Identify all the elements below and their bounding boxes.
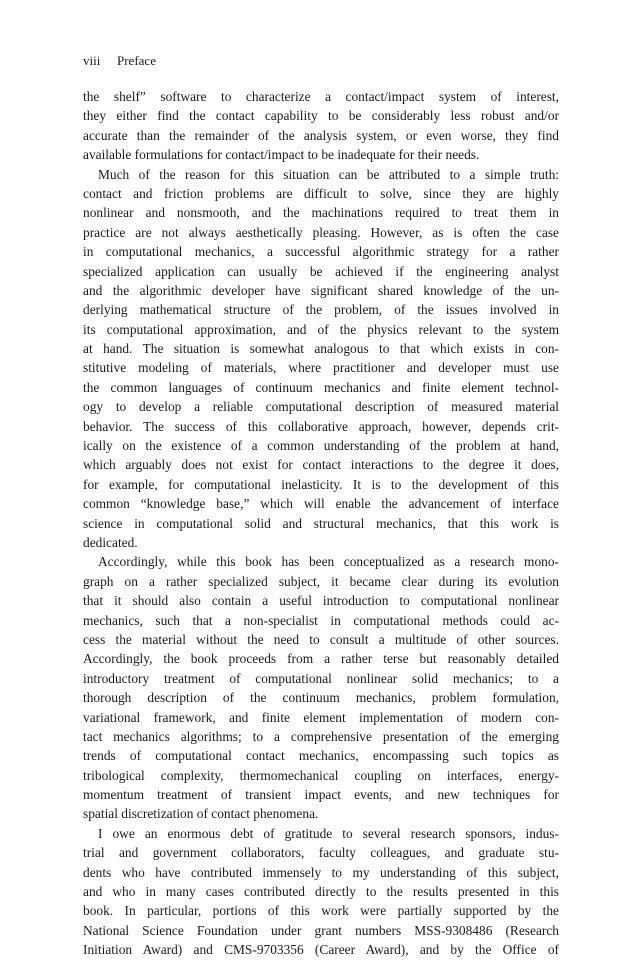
text-line: its computational approximation, and of the physics relevant to the system	[83, 321, 559, 337]
text-line: ogy to develop a reliable computational description of measured material	[83, 399, 559, 415]
text-line: dents who have contributed immensely to my understanding of this subject,	[83, 864, 559, 880]
text-line: mechanics, such that a non-specialist in computational methods could ac-	[83, 612, 559, 628]
text-line: tribological complexity, thermomechanical coupling on interfaces, energy-	[83, 767, 559, 783]
text-line: Initiation Award) and CMS-9703356 (Career Award), and by the Office of	[83, 942, 559, 958]
text-line: and the algorithmic developer have significant shared knowledge of the un-	[83, 282, 559, 298]
text-line: trends of computational contact mechanics, encompassing such topics as	[83, 748, 559, 764]
text-line: Much of the reason for this situation can be attributed to a simple truth:	[98, 166, 559, 182]
text-line: I owe an enormous debt of gratitude to several research sponsors, indus-	[98, 825, 559, 841]
text-line: specialized application can usually be achieved if the engineering analyst	[83, 263, 559, 279]
text-line: for example, for computational inelasticity. It is to the development of this	[83, 476, 559, 492]
text-line: which arguably does not exist for contact interactions to the degree it does,	[83, 457, 559, 473]
running-head	[83, 53, 156, 69]
text-line: graph on a rather specialized subject, it became clear during its evolution	[83, 573, 559, 589]
text-line: nonlinear and nonsmooth, and the machinations required to treat them in	[83, 205, 559, 221]
text-line: and who in many cases contributed directly to the results presented in this	[83, 884, 559, 900]
text-line: cess the material without the need to consult a multitude of other sources.	[83, 631, 559, 647]
text-line: spatial discretization of contact phenomena.	[83, 806, 319, 822]
text-line: tact mechanics algorithms; to a comprehensive presentation of the emerging	[83, 728, 559, 744]
text-line: momentum treatment of transient impact events, and new techniques for	[83, 787, 559, 803]
text-line: accurate than the remainder of the analysis system, or even worse, they find	[83, 127, 559, 143]
section-title: Preface	[117, 53, 156, 68]
text-line: thorough description of the continuum mechanics, problem formulation,	[83, 690, 559, 706]
text-line: contact and friction problems are difficult to solve, since they are highly	[83, 185, 559, 201]
text-line: the shelf” software to characterize a contact/impact system of interest,	[83, 89, 559, 104]
text-line: derlying mathematical structure of the problem, of the issues involved in	[83, 302, 559, 318]
text-line: they either find the contact capability to be considerably less robust and/or	[83, 108, 559, 124]
text-line: variational framework, and finite element implementation of modern con-	[83, 709, 559, 725]
text-line: science in computational solid and structural mechanics, that this work is	[83, 515, 559, 531]
text-line: Accordingly, the book proceeds from a rather terse but reasonably detailed	[83, 651, 559, 667]
text-line: Accordingly, while this book has been conceptualized as a research mono-	[98, 554, 559, 570]
text-line: introductory treatment of computational nonlinear solid mechanics; to a	[83, 670, 559, 686]
text-line: the common languages of continuum mechanics and finite element technol-	[83, 379, 559, 395]
text-line: behavior. The success of this collaborative approach, however, depends crit-	[83, 418, 559, 434]
text-line: in computational mechanics, a successful algorithmic strategy for a rather	[83, 244, 559, 260]
text-line: that it should also contain a useful introduction to computational nonlinear	[83, 593, 559, 609]
text-line: common “knowledge base,” which will enable the advancement of interface	[83, 496, 559, 512]
text-line: book. In particular, portions of this work were partially supported by the	[83, 903, 559, 919]
page-number: viii	[83, 53, 101, 68]
text-line: trial and government collaborators, faculty colleagues, and graduate stu-	[83, 845, 559, 861]
text-line: National Science Foundation under grant numbers MSS-9308486 (Research	[83, 922, 559, 938]
text-line: practice are not always aesthetically pleasing. However, as is often the case	[83, 224, 559, 240]
text-line: at hand. The situation is somewhat analogous to that which exists in con-	[83, 341, 559, 357]
text-line: ically on the existence of a common understanding of the problem at hand,	[83, 438, 559, 454]
text-line: dedicated.	[83, 534, 138, 550]
text-line: stitutive modeling of materials, where practitioner and developer must use	[83, 360, 559, 376]
body-text	[83, 87, 559, 960]
text-line: available formulations for contact/impact to be inadequate for their needs.	[83, 147, 480, 163]
